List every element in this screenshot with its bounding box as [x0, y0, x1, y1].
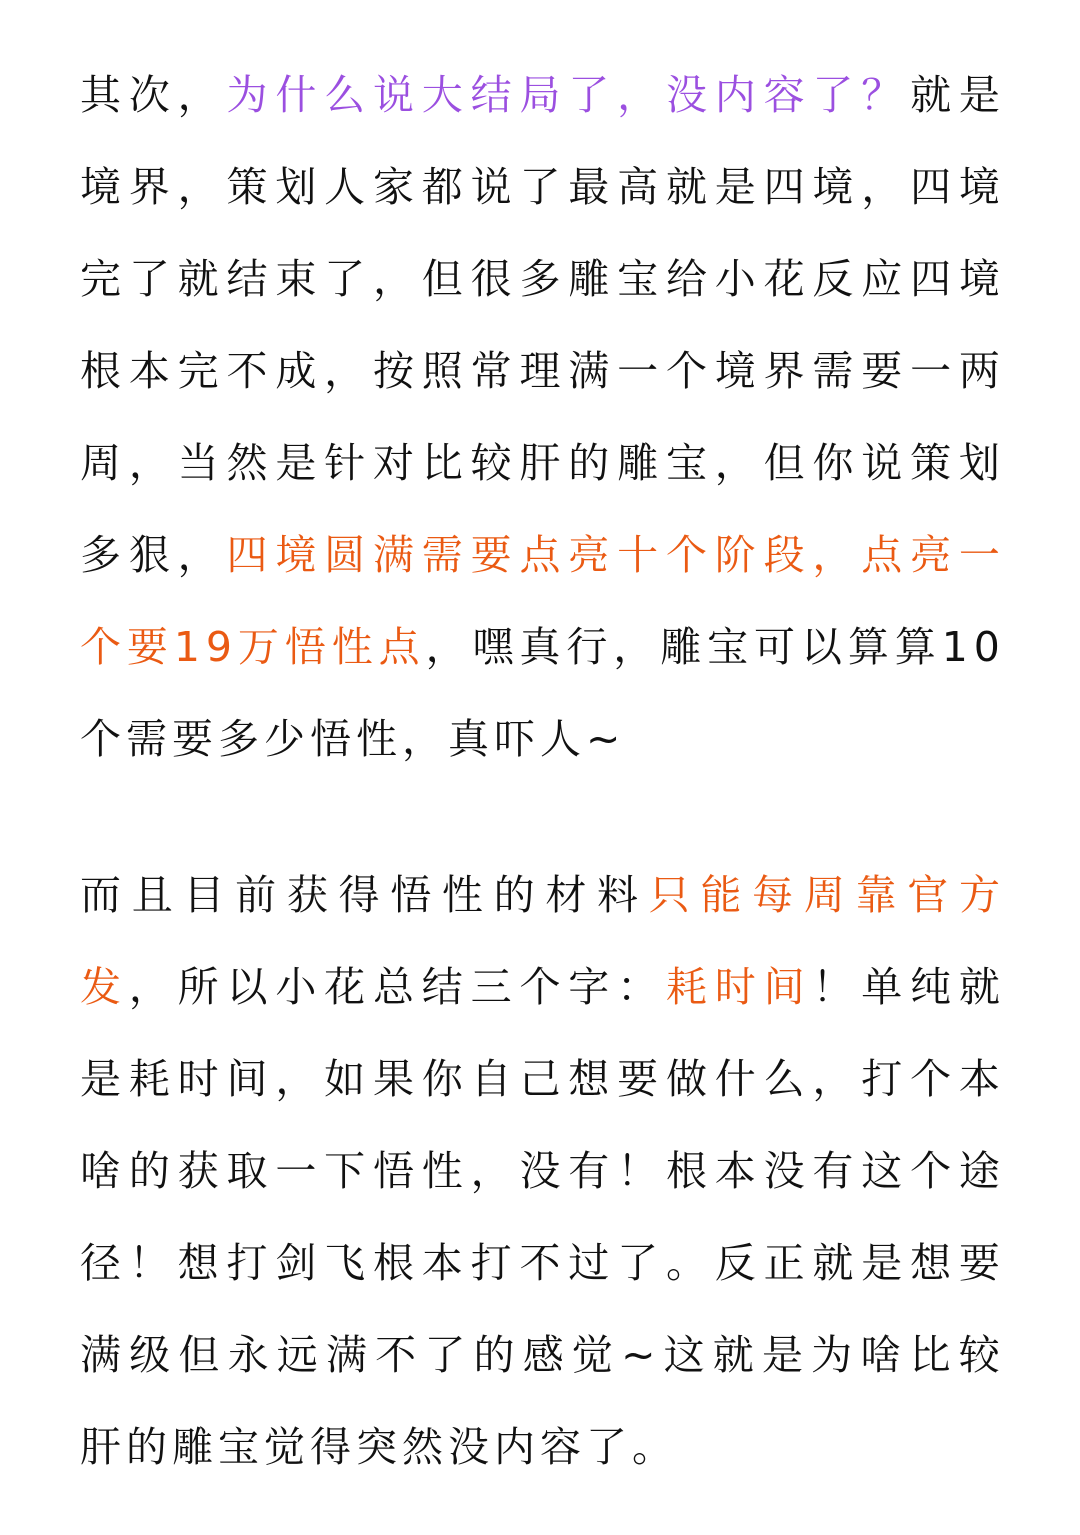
text-glyph: 宝	[617, 255, 659, 303]
text-glyph: 策	[226, 163, 268, 211]
text-glyph: 境	[812, 163, 854, 211]
text-segment: 个需要多少悟性，真吓人~	[80, 715, 626, 763]
text-line	[80, 520, 1000, 590]
text-line	[80, 1044, 1000, 1114]
text-glyph: 根	[80, 347, 121, 395]
text-glyph: 高	[617, 163, 659, 211]
text-glyph: ，	[425, 623, 467, 671]
text-glyph: 而	[80, 871, 121, 919]
text-glyph: 所	[177, 963, 219, 1011]
text-glyph: ~	[621, 1331, 656, 1379]
text-glyph: 次	[128, 71, 170, 119]
text-glyph: 不	[226, 347, 268, 395]
text-glyph: 当	[177, 439, 219, 487]
text-glyph: 一	[617, 347, 659, 395]
text-glyph: 个	[519, 963, 561, 1011]
text-glyph: 的	[493, 871, 535, 919]
highlight-glyph: 了	[568, 71, 610, 119]
text-glyph: 性	[441, 871, 483, 919]
highlight-glyph: 方	[958, 871, 1000, 919]
highlight-glyph: 靠	[855, 871, 897, 919]
text-glyph: ，	[128, 439, 170, 487]
highlight-glyph: 间	[763, 963, 805, 1011]
text-glyph: 雕	[568, 255, 610, 303]
text-glyph: 取	[226, 1147, 268, 1195]
highlight-glyph: 段	[763, 531, 805, 579]
text-glyph: 下	[324, 1147, 366, 1195]
text-glyph: 悟	[390, 871, 432, 919]
text-glyph: 比	[909, 1331, 951, 1379]
text-glyph: 飞	[324, 1239, 366, 1287]
text-glyph: 1	[941, 623, 968, 671]
text-glyph: 时	[177, 1055, 219, 1103]
text-segment: 肝的雕宝觉得突然没内容了。	[80, 1423, 678, 1471]
text-glyph: 小	[714, 255, 756, 303]
text-glyph: 需	[812, 347, 854, 395]
text-glyph: 己	[519, 1055, 561, 1103]
text-glyph: 花	[763, 255, 805, 303]
text-glyph: 是	[958, 71, 1000, 119]
text-glyph: 字	[568, 963, 610, 1011]
text-glyph: 就	[910, 71, 952, 119]
text-glyph: 然	[226, 439, 268, 487]
text-glyph: ：	[617, 963, 659, 1011]
text-glyph: ，	[613, 623, 655, 671]
highlight-glyph: 没	[665, 71, 707, 119]
highlight-glyph: 耗	[665, 963, 707, 1011]
text-glyph: 。	[665, 1239, 707, 1287]
text-glyph: 总	[372, 963, 414, 1011]
text-glyph: 获	[177, 1147, 219, 1195]
text-glyph: 单	[861, 963, 903, 1011]
text-glyph: 根	[372, 1239, 414, 1287]
highlight-glyph: ，	[617, 71, 659, 119]
text-glyph: 是	[275, 439, 317, 487]
text-glyph: 料	[597, 871, 639, 919]
text-glyph: 本	[958, 1055, 1000, 1103]
text-glyph: 了	[617, 1239, 659, 1287]
highlight-glyph: 大	[421, 71, 463, 119]
text-glyph: ，	[714, 439, 756, 487]
text-glyph: 一	[910, 347, 952, 395]
highlight-glyph: 官	[907, 871, 949, 919]
text-glyph: 了	[128, 255, 170, 303]
text-glyph: 结	[421, 963, 463, 1011]
text-glyph: 个	[910, 1147, 952, 1195]
text-glyph: 很	[470, 255, 512, 303]
text-glyph: 花	[324, 963, 366, 1011]
text-glyph: ，	[177, 531, 219, 579]
highlight-glyph: 周	[803, 871, 845, 919]
text-glyph: 获	[286, 871, 328, 919]
text-glyph: 对	[372, 439, 414, 487]
text-glyph: 完	[80, 255, 121, 303]
text-glyph: 说	[470, 163, 512, 211]
text-glyph: 觉	[571, 1331, 613, 1379]
text-glyph: 其	[80, 71, 121, 119]
text-line	[80, 152, 1000, 222]
highlight-glyph: 局	[519, 71, 561, 119]
highlight-glyph: 悟	[284, 623, 326, 671]
text-glyph: 这	[861, 1147, 903, 1195]
text-glyph: 肝	[519, 439, 561, 487]
highlight-glyph: 说	[372, 71, 414, 119]
text-glyph: 反	[812, 255, 854, 303]
text-glyph: ！	[617, 1147, 659, 1195]
text-glyph: 满	[568, 347, 610, 395]
highlight-glyph: 亮	[568, 531, 610, 579]
text-glyph: 的	[128, 1147, 170, 1195]
text-glyph: ！	[128, 1239, 170, 1287]
text-glyph: 你	[812, 439, 854, 487]
text-glyph: 这	[663, 1331, 705, 1379]
text-glyph: 四	[763, 163, 805, 211]
highlight-glyph: ，	[812, 531, 854, 579]
text-glyph: 狠	[128, 531, 170, 579]
highlight-glyph: 需	[421, 531, 463, 579]
highlight-glyph: ？	[861, 71, 903, 119]
text-glyph: 途	[958, 1147, 1000, 1195]
text-glyph: 较	[470, 439, 512, 487]
highlight-glyph: 万	[237, 623, 279, 671]
text-glyph: 是	[80, 1055, 121, 1103]
text-glyph: 的	[473, 1331, 515, 1379]
highlight-glyph: 了	[812, 71, 854, 119]
text-line	[80, 704, 1000, 774]
text-glyph: 雕	[617, 439, 659, 487]
text-glyph: 就	[712, 1331, 754, 1379]
text-glyph: 打	[226, 1239, 268, 1287]
text-glyph: 得	[338, 871, 380, 919]
highlight-glyph: 境	[275, 531, 317, 579]
text-glyph: 了	[324, 255, 366, 303]
text-line	[80, 1136, 1000, 1206]
text-glyph: 但	[763, 439, 805, 487]
text-glyph: ，	[128, 963, 170, 1011]
text-glyph: 境	[80, 163, 121, 211]
text-glyph: 是	[761, 1331, 803, 1379]
text-glyph: 最	[568, 163, 610, 211]
text-glyph: 要	[617, 1055, 659, 1103]
text-glyph: 有	[568, 1147, 610, 1195]
highlight-glyph: 阶	[714, 531, 756, 579]
highlight-glyph: 1	[173, 623, 200, 671]
text-glyph: 完	[177, 347, 219, 395]
text-glyph: 不	[375, 1331, 417, 1379]
text-glyph: 耗	[128, 1055, 170, 1103]
text-glyph: 根	[665, 1147, 707, 1195]
text-line	[80, 336, 1000, 406]
text-glyph: ，	[372, 255, 414, 303]
text-glyph: 反	[714, 1239, 756, 1287]
highlight-glyph: 一	[958, 531, 1000, 579]
text-glyph: ，	[177, 163, 219, 211]
text-line	[80, 612, 1000, 682]
text-glyph: 就	[665, 163, 707, 211]
highlight-glyph: 么	[324, 71, 366, 119]
text-glyph: 远	[276, 1331, 318, 1379]
text-glyph: 0	[973, 623, 1000, 671]
text-glyph: 要	[958, 1239, 1000, 1287]
text-glyph: 可	[754, 623, 796, 671]
text-glyph: 纯	[910, 963, 952, 1011]
text-glyph: 没	[519, 1147, 561, 1195]
text-glyph: 都	[421, 163, 463, 211]
text-glyph: 过	[568, 1239, 610, 1287]
text-glyph: 材	[545, 871, 587, 919]
highlight-glyph: 满	[372, 531, 414, 579]
text-glyph: ，	[470, 1147, 512, 1195]
text-line	[80, 244, 1000, 314]
text-glyph: 正	[763, 1239, 805, 1287]
text-glyph: 剑	[275, 1239, 317, 1287]
text-line	[80, 860, 1000, 930]
text-glyph: 就	[958, 963, 1000, 1011]
text-glyph: 界	[128, 163, 170, 211]
text-glyph: 雕	[660, 623, 702, 671]
text-glyph: 宝	[665, 439, 707, 487]
text-line	[80, 1320, 1000, 1390]
highlight-glyph: 9	[205, 623, 232, 671]
text-glyph: 径	[80, 1239, 121, 1287]
highlight-glyph: 要	[470, 531, 512, 579]
text-glyph: 自	[470, 1055, 512, 1103]
highlight-glyph: 点	[378, 623, 420, 671]
text-glyph: ，	[861, 163, 903, 211]
text-glyph: 本	[421, 1239, 463, 1287]
highlight-glyph: 什	[275, 71, 317, 119]
text-glyph: 打	[470, 1239, 512, 1287]
text-glyph: 家	[372, 163, 414, 211]
highlight-glyph: 亮	[910, 531, 952, 579]
text-glyph: ，	[275, 1055, 317, 1103]
text-line	[80, 952, 1000, 1022]
text-glyph: 满	[325, 1331, 367, 1379]
text-glyph: 悟	[372, 1147, 414, 1195]
text-glyph: 个	[910, 1055, 952, 1103]
text-glyph: 常	[470, 347, 512, 395]
text-line	[80, 428, 1000, 498]
highlight-glyph: 每	[752, 871, 794, 919]
text-glyph: 要	[861, 347, 903, 395]
text-glyph: 人	[324, 163, 366, 211]
text-glyph: 小	[275, 963, 317, 1011]
text-glyph: 境	[714, 347, 756, 395]
text-glyph: 算	[847, 623, 889, 671]
text-glyph: 打	[861, 1055, 903, 1103]
text-glyph: 真	[519, 623, 561, 671]
text-glyph: 划	[958, 439, 1000, 487]
highlight-glyph: 内	[714, 71, 756, 119]
text-glyph: 想	[910, 1239, 952, 1287]
text-glyph: 宝	[707, 623, 749, 671]
text-glyph: 没	[763, 1147, 805, 1195]
text-glyph: 你	[421, 1055, 463, 1103]
text-glyph: 束	[275, 255, 317, 303]
text-glyph: 多	[80, 531, 121, 579]
text-glyph: 性	[421, 1147, 463, 1195]
text-glyph: 结	[226, 255, 268, 303]
highlight-glyph: 个	[80, 623, 121, 671]
text-glyph: 前	[235, 871, 277, 919]
text-glyph: 照	[421, 347, 463, 395]
text-glyph: 以	[800, 623, 842, 671]
text-glyph: 以	[226, 963, 268, 1011]
text-glyph: 四	[910, 255, 952, 303]
text-glyph: ，	[812, 1055, 854, 1103]
text-glyph: 是	[714, 163, 756, 211]
text-glyph: 三	[470, 963, 512, 1011]
text-glyph: 有	[812, 1147, 854, 1195]
highlight-glyph: 点	[861, 531, 903, 579]
highlight-glyph: 只	[648, 871, 690, 919]
text-glyph: 永	[227, 1331, 269, 1379]
text-glyph: 间	[226, 1055, 268, 1103]
text-glyph: 满	[80, 1331, 121, 1379]
text-glyph: 了	[519, 163, 561, 211]
highlight-glyph: 发	[80, 963, 121, 1011]
text-line	[80, 1412, 1000, 1482]
text-glyph: 按	[372, 347, 414, 395]
text-glyph: 但	[178, 1331, 220, 1379]
text-glyph: 说	[861, 439, 903, 487]
text-glyph: 四	[910, 163, 952, 211]
text-glyph: 应	[861, 255, 903, 303]
text-glyph: 就	[812, 1239, 854, 1287]
text-glyph: 目	[183, 871, 225, 919]
highlight-glyph: 结	[470, 71, 512, 119]
text-glyph: 但	[421, 255, 463, 303]
text-line	[80, 60, 1000, 130]
highlight-glyph: 为	[226, 71, 268, 119]
text-glyph: 两	[958, 347, 1000, 395]
text-glyph: 本	[714, 1147, 756, 1195]
text-glyph: 周	[80, 439, 121, 487]
text-glyph: 做	[665, 1055, 707, 1103]
text-glyph: 境	[958, 255, 1000, 303]
highlight-glyph: 时	[714, 963, 756, 1011]
text-glyph: 给	[665, 255, 707, 303]
text-glyph: 就	[177, 255, 219, 303]
highlight-glyph: 容	[763, 71, 805, 119]
text-glyph: 本	[128, 347, 170, 395]
text-glyph: 为	[811, 1331, 853, 1379]
text-glyph: ！	[812, 963, 854, 1011]
text-glyph: 理	[519, 347, 561, 395]
text-glyph: 比	[421, 439, 463, 487]
highlight-glyph: 圆	[324, 531, 366, 579]
highlight-glyph: 十	[617, 531, 659, 579]
text-glyph: ，	[177, 71, 219, 119]
text-glyph: 成	[275, 347, 317, 395]
text-glyph: 行	[566, 623, 608, 671]
text-glyph: 策	[910, 439, 952, 487]
text-glyph: 针	[324, 439, 366, 487]
text-glyph: 感	[522, 1331, 564, 1379]
text-glyph: 一	[275, 1147, 317, 1195]
text-glyph: 什	[714, 1055, 756, 1103]
text-glyph: 划	[275, 163, 317, 211]
text-glyph: 如	[324, 1055, 366, 1103]
text-glyph: 较	[958, 1331, 1000, 1379]
text-glyph: 境	[958, 163, 1000, 211]
highlight-glyph: 性	[331, 623, 373, 671]
highlight-glyph: 点	[519, 531, 561, 579]
text-glyph: 了	[424, 1331, 466, 1379]
text-glyph: 个	[665, 347, 707, 395]
highlight-glyph: 个	[665, 531, 707, 579]
text-glyph: 么	[763, 1055, 805, 1103]
text-glyph: 想	[177, 1239, 219, 1287]
text-glyph: ，	[324, 347, 366, 395]
highlight-glyph: 四	[226, 531, 268, 579]
text-line	[80, 1228, 1000, 1298]
text-glyph: 的	[568, 439, 610, 487]
text-glyph: 果	[372, 1055, 414, 1103]
text-glyph: 且	[131, 871, 173, 919]
text-glyph: 算	[894, 623, 936, 671]
highlight-glyph: 要	[126, 623, 168, 671]
text-glyph: 不	[519, 1239, 561, 1287]
text-glyph: 啥	[860, 1331, 902, 1379]
text-glyph: 多	[519, 255, 561, 303]
text-glyph: 啥	[80, 1147, 121, 1195]
text-glyph: 想	[568, 1055, 610, 1103]
highlight-glyph: 能	[700, 871, 742, 919]
text-glyph: 是	[861, 1239, 903, 1287]
text-glyph: 嘿	[472, 623, 514, 671]
text-glyph: 级	[129, 1331, 171, 1379]
text-glyph: 界	[763, 347, 805, 395]
